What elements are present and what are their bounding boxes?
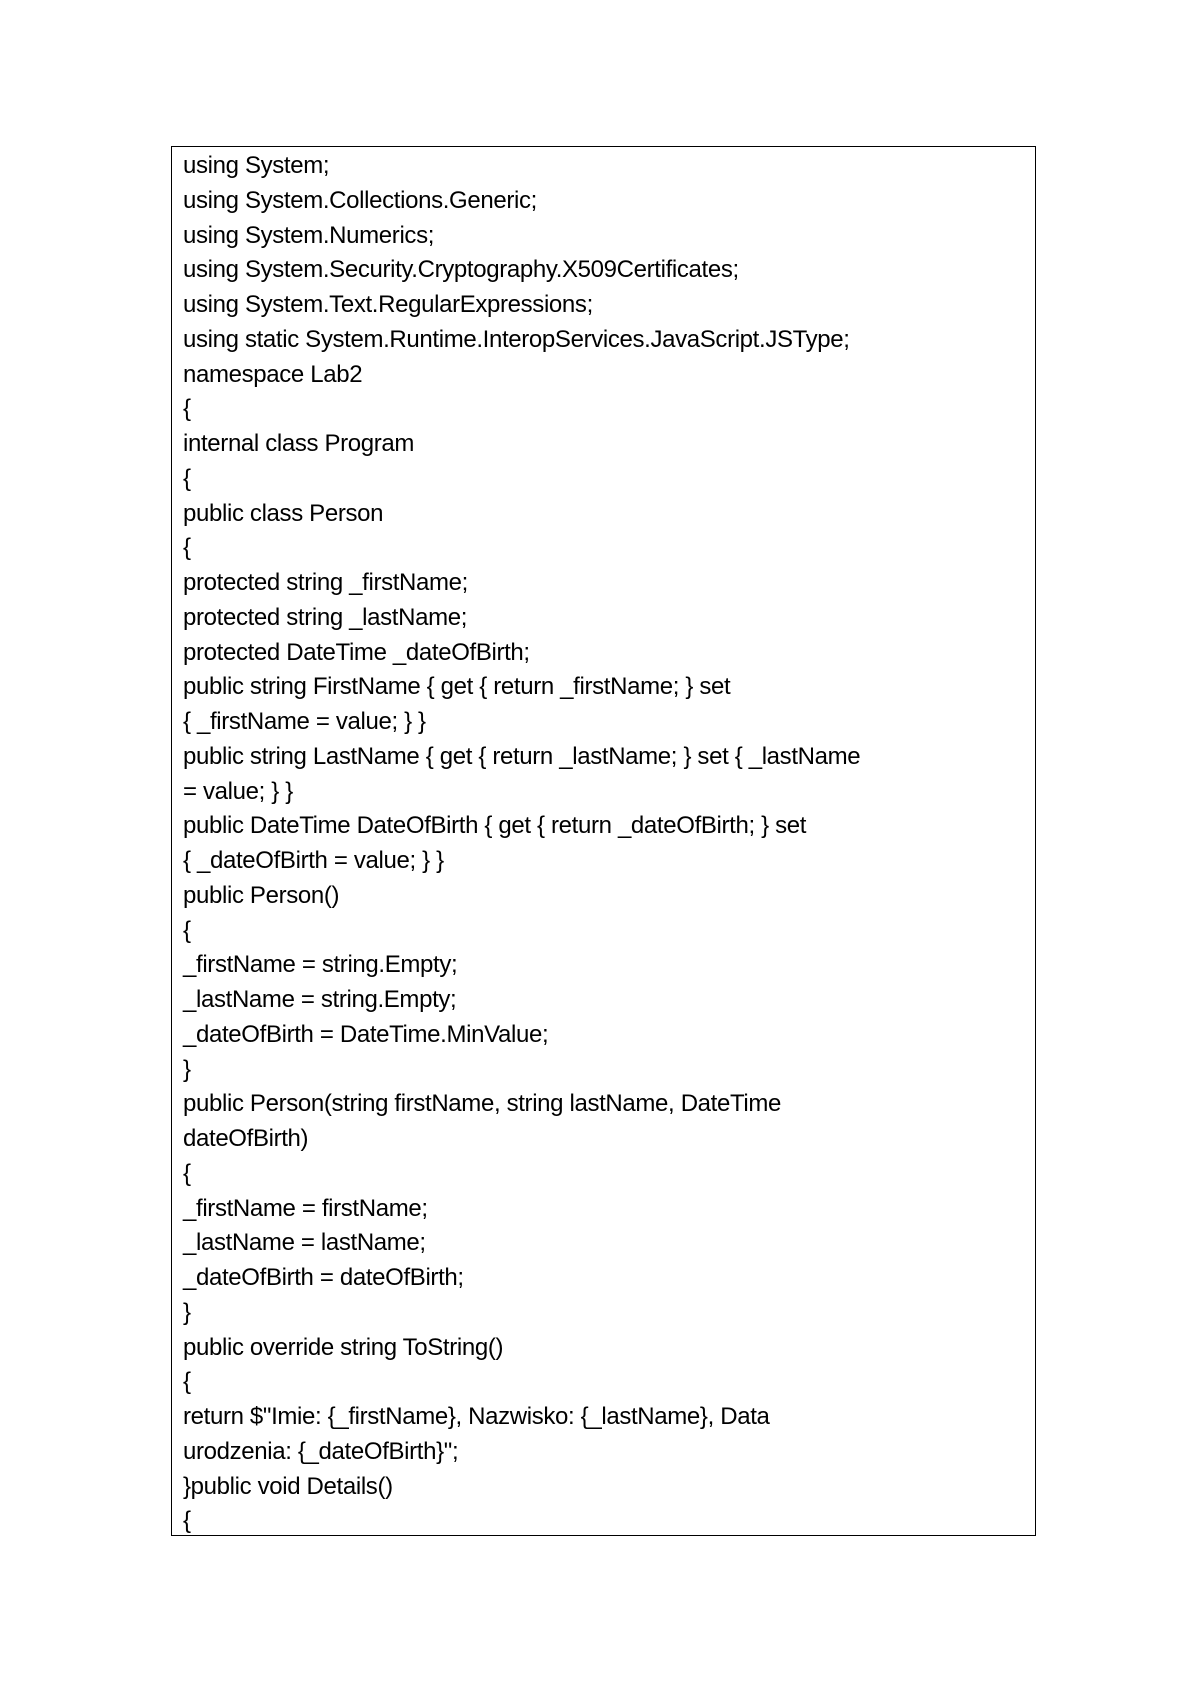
code-line: { — [183, 1159, 191, 1187]
code-line: internal class Program — [183, 430, 415, 457]
code-line: return $"Imie: {_firstName}, Nazwisko: {_lastName}, Data — [183, 1403, 770, 1430]
code-line: protected string _lastName; — [183, 603, 468, 631]
code-line: { — [183, 1507, 191, 1535]
code-line: using System.Security.Cryptography.X509Certificates; — [183, 256, 739, 284]
code-line: { _dateOfBirth = value; } } — [183, 847, 444, 874]
code-line: public DateTime DateOfBirth { get { return _dateOfBirth; } set — [183, 812, 807, 840]
code-line: { — [183, 464, 191, 492]
code-line: _firstName = firstName; — [183, 1194, 428, 1222]
code-line: using System.Text.RegularExpressions; — [183, 291, 593, 318]
code-line: { — [183, 534, 191, 562]
code-line: public class Person — [183, 499, 384, 527]
code-line: } — [183, 1055, 191, 1083]
code-line: namespace Lab2 — [183, 360, 363, 388]
code-line: }public void Details() — [183, 1472, 393, 1500]
code-line: = value; } } — [183, 777, 293, 805]
code-line: urodzenia: {_dateOfBirth}"; — [183, 1437, 459, 1465]
code-line: protected string _firstName; — [183, 569, 468, 596]
code-line: using System.Numerics; — [183, 221, 435, 249]
code-line: _lastName = string.Empty; — [183, 986, 457, 1013]
code-line: using System; — [183, 152, 330, 179]
code-line: { _firstName = value; } } — [183, 708, 426, 735]
code-line: using static System.Runtime.InteropServices.JavaScript.JSType; — [183, 325, 850, 353]
code-line: dateOfBirth) — [183, 1125, 309, 1152]
code-line: { — [183, 395, 191, 423]
code-line: protected DateTime _dateOfBirth; — [183, 638, 530, 666]
code-line: _lastName = lastName; — [183, 1229, 426, 1257]
code-line: _dateOfBirth = DateTime.MinValue; — [183, 1020, 549, 1048]
code-line: _firstName = string.Empty; — [183, 951, 458, 979]
code-line: public Person(string firstName, string lastName, DateTime — [183, 1090, 782, 1118]
code-line: { — [183, 916, 191, 944]
code-line: _dateOfBirth = dateOfBirth; — [183, 1264, 464, 1291]
code-line: public override string ToString() — [183, 1333, 504, 1361]
code-listing-box — [171, 146, 1036, 1536]
code-line: using System.Collections.Generic; — [183, 186, 537, 214]
code-line: { — [183, 1368, 191, 1396]
code-line: public Person() — [183, 881, 340, 909]
code-line: } — [183, 1298, 191, 1326]
code-line: public string FirstName { get { return _firstName; } set — [183, 673, 731, 701]
code-line: public string LastName { get { return _lastName; } set { _lastName — [183, 742, 861, 770]
